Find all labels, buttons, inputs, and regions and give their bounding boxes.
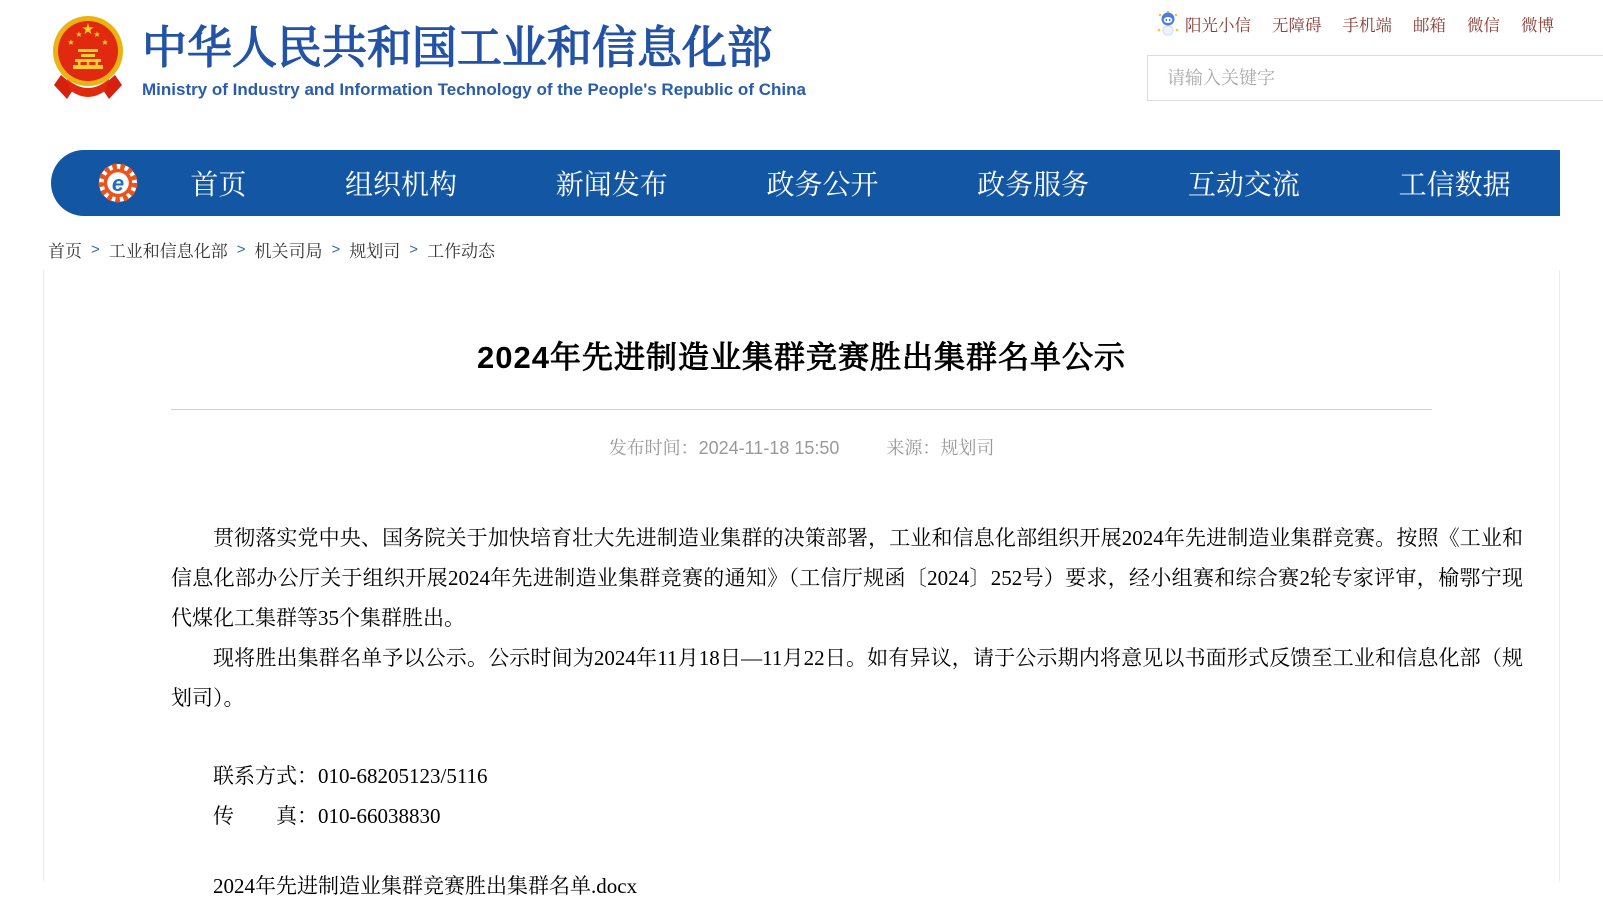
article-body <box>171 518 1523 906</box>
nav-items <box>141 163 1560 203</box>
quick-link-weibo[interactable] <box>1521 12 1554 36</box>
national-emblem-icon <box>51 13 125 103</box>
nav-item-interaction[interactable]: 互动交流 <box>1187 169 1300 200</box>
quick-link-mobile[interactable] <box>1343 12 1393 36</box>
publish-meta <box>44 434 1559 460</box>
sunshine-assistant-robot-icon <box>1156 10 1180 37</box>
site-title: 中华人民共和国工业和信息化部 <box>142 22 773 73</box>
title-divider <box>171 409 1432 410</box>
article-panel <box>43 270 1560 898</box>
breadcrumb <box>48 237 495 262</box>
attachment-link[interactable]: 2024年先进制造业集群竞赛胜出集群名单.docx <box>213 874 638 898</box>
contact-phone: 联系方式：010-68205123/5116 <box>213 764 488 788</box>
breadcrumb-departments[interactable]: 机关司局 <box>254 242 323 261</box>
nav-item-gov-disclosure[interactable]: 政务公开 <box>766 169 879 200</box>
publish-time: 发布时间：2024-11-18 15:50 <box>608 438 840 458</box>
article-paragraph: 贯彻落实党中央、国务院关于加快培育壮大先进制造业集群的决策部署，工业和信息化部组织开展2024年先进制造业集群竞赛。按照《工业和信息化部办公厅关于组织开展2024年先进制造业集群竞赛的通知》（工信厅规函〔2024〕252号）要求，经小组赛和综合赛2轮专家评审，榆鄂宁现代煤化工集群等35个集群胜出。 <box>171 526 1523 630</box>
masthead-home-link[interactable] <box>51 13 806 103</box>
nav-item-miit-data[interactable]: 工信数据 <box>1398 169 1511 200</box>
contact-fax: 传 真：010-66038830 <box>213 804 441 828</box>
breadcrumb-separator: > <box>91 241 100 258</box>
nav-item-home[interactable]: 首页 <box>190 169 247 200</box>
attachment-row <box>171 866 1523 906</box>
quick-link-label: 手机端 <box>1342 16 1392 35</box>
svg-text:★: ★ <box>67 38 75 47</box>
breadcrumb-work-updates[interactable]: 工作动态 <box>427 242 496 261</box>
breadcrumb-miit[interactable]: 工业和信息化部 <box>108 242 228 261</box>
breadcrumb-planning-dept[interactable]: 规划司 <box>349 242 401 261</box>
miit-gear-logo-icon[interactable] <box>95 160 141 206</box>
svg-text:e: e <box>111 171 125 196</box>
site-title-block <box>142 13 806 100</box>
quick-link-label: 无障碍 <box>1272 16 1322 35</box>
quick-link-accessibility[interactable] <box>1272 12 1322 36</box>
nav-item-news[interactable]: 新闻发布 <box>555 169 668 200</box>
main-nav <box>51 150 1560 216</box>
svg-text:★: ★ <box>81 21 95 38</box>
quick-link-sunshine-assistant[interactable] <box>1156 10 1251 37</box>
site-subtitle: Ministry of Industry and Information Technology of the People's Republic of China <box>142 79 806 99</box>
quick-link-label: 微信 <box>1467 16 1500 35</box>
svg-text:★: ★ <box>93 30 101 39</box>
nav-item-organization[interactable]: 组织机构 <box>345 169 458 200</box>
quick-link-label: 微博 <box>1521 16 1554 35</box>
svg-text:★: ★ <box>75 30 83 39</box>
svg-text:★: ★ <box>101 38 109 47</box>
breadcrumb-separator: > <box>409 241 419 258</box>
quick-links <box>1156 10 1554 37</box>
breadcrumb-home[interactable]: 首页 <box>48 242 82 261</box>
page-root <box>43 0 1560 898</box>
quick-link-label: 邮箱 <box>1413 16 1446 35</box>
breadcrumb-separator: > <box>331 241 341 258</box>
quick-link-mail[interactable] <box>1413 12 1446 36</box>
nav-item-gov-services[interactable]: 政务服务 <box>977 169 1090 200</box>
article-title: 2024年先进制造业集群竞赛胜出集群名单公示 <box>477 340 1126 375</box>
quick-link-label: 阳光小信 <box>1185 16 1251 35</box>
article-paragraph: 现将胜出集群名单予以公示。公示时间为2024年11月18日—11月22日。如有异议，请于公示期内将意见以书面形式反馈至工业和信息化部（规划司）。 <box>171 646 1523 710</box>
article-source: 来源：规划司 <box>886 438 995 458</box>
quick-link-wechat[interactable] <box>1467 12 1500 36</box>
search-input[interactable] <box>1147 55 1603 101</box>
breadcrumb-separator: > <box>236 241 246 258</box>
